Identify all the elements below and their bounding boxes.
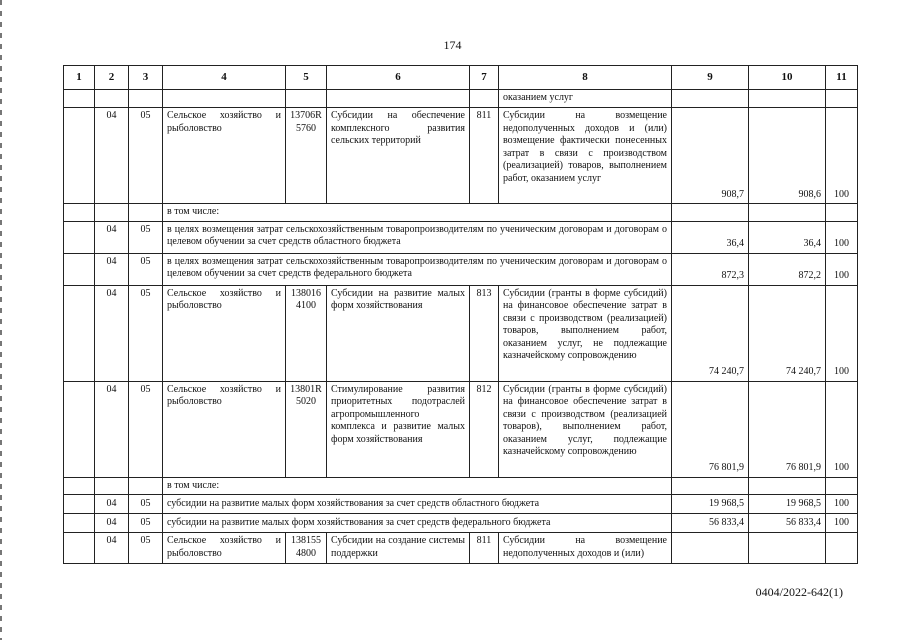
section-name: Сельское хозяйство и рыболовство — [163, 381, 286, 477]
expense-type-cell: Субсидии (гранты в форме субсидий) на финансовое обеспечение затрат в связи с производством (реализацией товаров), выполнением работ, оказанием услуг, подлежащие казначейскому сопровождению — [499, 381, 672, 477]
subsection-code: 05 — [129, 514, 163, 533]
table-row — [64, 477, 858, 495]
purpose-description: в целях возмещения затрат сельскохозяйственным товаропроизводителям по ученическим договорам и договорам о целевом обучении за счет средств федерального бюджета — [163, 253, 672, 285]
column-header: 2 — [95, 66, 129, 90]
purpose-description: в целях возмещения затрат сельскохозяйственным товаропроизводителям по ученическим договорам и договорам о целевом обучении за счет средств областного бюджета — [163, 221, 672, 253]
target-article-code: 13706R 5760 — [286, 108, 327, 204]
planned-amount: 56 833,4 — [672, 514, 749, 533]
table-row — [64, 285, 858, 381]
execution-percent: 100 — [826, 253, 858, 285]
execution-percent: 100 — [826, 108, 858, 204]
subsection-code: 05 — [129, 285, 163, 381]
section-name: Сельское хозяйство и рыболовство — [163, 533, 286, 564]
execution-percent: 100 — [826, 221, 858, 253]
target-article-code: 138155 4800 — [286, 533, 327, 564]
target-article-code: 138016 4100 — [286, 285, 327, 381]
execution-percent: 100 — [826, 285, 858, 381]
table-row — [64, 253, 858, 285]
planned-amount: 74 240,7 — [672, 285, 749, 381]
subsection-code: 05 — [129, 253, 163, 285]
section-code: 04 — [95, 514, 129, 533]
expense-type-code: 811 — [470, 533, 499, 564]
executed-amount: 74 240,7 — [749, 285, 826, 381]
table-row — [64, 90, 858, 108]
column-header: 4 — [163, 66, 286, 90]
expense-type-cell: Субсидии на возмещение недополученных доходов и (или) — [499, 533, 672, 564]
table-row — [64, 381, 858, 477]
executed-amount: 56 833,4 — [749, 514, 826, 533]
column-header: 11 — [826, 66, 858, 90]
execution-percent: 100 — [826, 495, 858, 514]
executed-amount: 36,4 — [749, 221, 826, 253]
planned-amount: 19 968,5 — [672, 495, 749, 514]
executed-amount: 872,2 — [749, 253, 826, 285]
section-code: 04 — [95, 108, 129, 204]
execution-percent: 100 — [826, 514, 858, 533]
executed-amount: 908,6 — [749, 108, 826, 204]
left-margin-rule — [0, 0, 2, 640]
expense-type-cell: оказанием услуг — [499, 90, 672, 108]
column-header: 6 — [327, 66, 470, 90]
subtotal-label: в том числе: — [163, 204, 672, 222]
target-article-name: Субсидии на создание системы поддержки — [327, 533, 470, 564]
section-code: 04 — [95, 533, 129, 564]
subsection-code: 05 — [129, 108, 163, 204]
purpose-description: субсидии на развитие малых форм хозяйствования за счет средств областного бюджета — [163, 495, 672, 514]
execution-percent — [826, 533, 858, 564]
purpose-description: субсидии на развитие малых форм хозяйствования за счет средств федерального бюджета — [163, 514, 672, 533]
table-row — [64, 221, 858, 253]
executed-amount: 76 801,9 — [749, 381, 826, 477]
section-code: 04 — [95, 381, 129, 477]
column-header: 8 — [499, 66, 672, 90]
planned-amount: 36,4 — [672, 221, 749, 253]
planned-amount: 76 801,9 — [672, 381, 749, 477]
executed-amount — [749, 533, 826, 564]
section-name: Сельское хозяйство и рыболовство — [163, 108, 286, 204]
table-row — [64, 533, 858, 564]
expense-type-code: 813 — [470, 285, 499, 381]
column-header: 9 — [672, 66, 749, 90]
expense-type-code: 812 — [470, 381, 499, 477]
subsection-code: 05 — [129, 495, 163, 514]
column-header: 5 — [286, 66, 327, 90]
column-header: 3 — [129, 66, 163, 90]
planned-amount: 872,3 — [672, 253, 749, 285]
section-name: Сельское хозяйство и рыболовство — [163, 285, 286, 381]
executed-amount: 19 968,5 — [749, 495, 826, 514]
document-code: 0404/2022-642(1) — [755, 585, 843, 599]
table-header-row — [64, 66, 858, 90]
column-header: 10 — [749, 66, 826, 90]
section-code: 04 — [95, 495, 129, 514]
table-row — [64, 108, 858, 204]
column-header: 1 — [64, 66, 95, 90]
section-code: 04 — [95, 221, 129, 253]
subtotal-label: в том числе: — [163, 477, 672, 495]
expense-type-cell: Субсидии (гранты в форме субсидий) на финансовое обеспечение затрат в связи с производством (реализацией) товаров, выполнением работ, оказанием услуг, не подлежащие казначейскому сопровождению — [499, 285, 672, 381]
subsection-code: 05 — [129, 381, 163, 477]
page-number: 174 — [443, 38, 462, 52]
table-row — [64, 495, 858, 514]
execution-percent: 100 — [826, 381, 858, 477]
column-header: 7 — [470, 66, 499, 90]
section-code: 04 — [95, 253, 129, 285]
planned-amount: 908,7 — [672, 108, 749, 204]
table-row — [64, 204, 858, 222]
budget-table — [63, 65, 858, 564]
expense-type-cell: Субсидии на возмещение недополученных доходов и (или) возмещение фактически понесенных затрат в связи с производством (реализацией) товаров, выполнением работ, оказанием услуг — [499, 108, 672, 204]
planned-amount — [672, 533, 749, 564]
target-article-name: Субсидии на развитие малых форм хозяйствования — [327, 285, 470, 381]
subsection-code: 05 — [129, 221, 163, 253]
section-code: 04 — [95, 285, 129, 381]
target-article-name: Стимулирование развития приоритетных подотраслей агропромышленного комплекса и развитие малых форм хозяйствования — [327, 381, 470, 477]
expense-type-code: 811 — [470, 108, 499, 204]
subsection-code: 05 — [129, 533, 163, 564]
target-article-code: 13801R 5020 — [286, 381, 327, 477]
target-article-name: Субсидии на обеспечение комплексного развития сельских территорий — [327, 108, 470, 204]
table-row — [64, 514, 858, 533]
